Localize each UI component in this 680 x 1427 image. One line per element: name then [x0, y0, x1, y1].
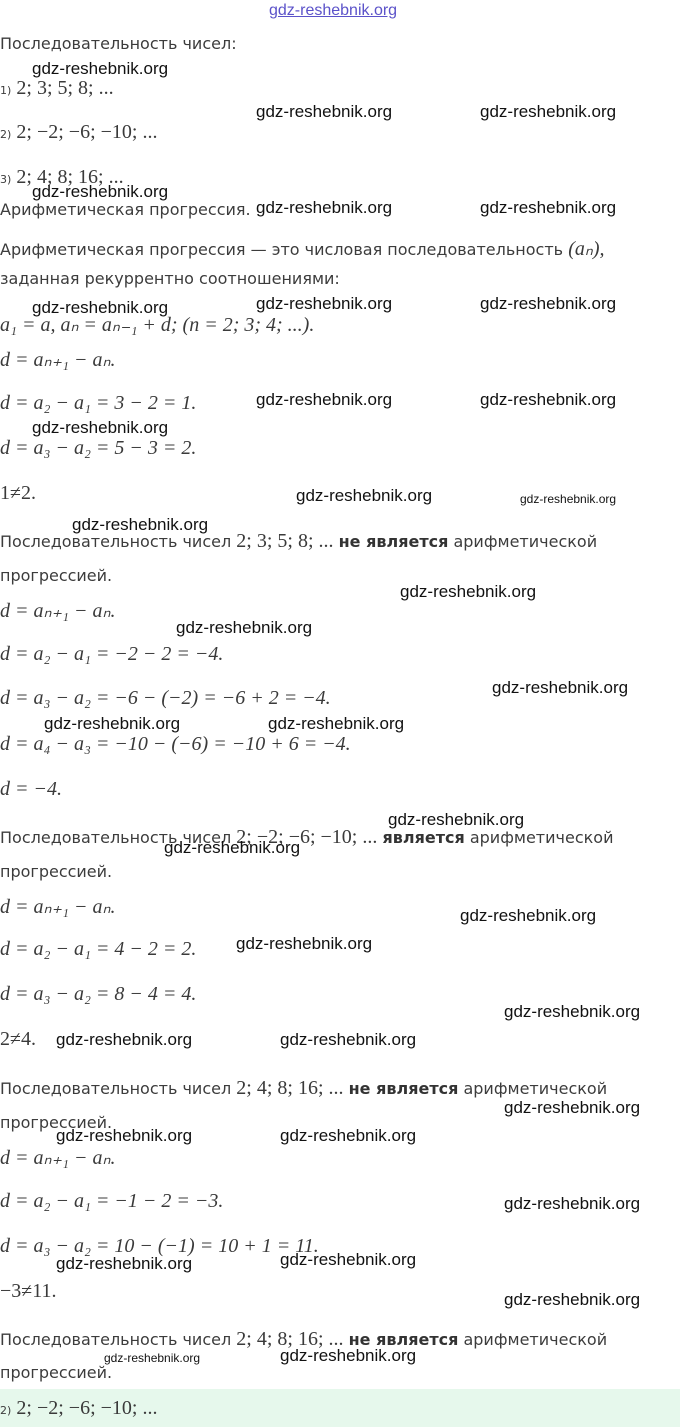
- part4-formula: d = aₙ₊₁ − aₙ.: [0, 1147, 116, 1169]
- watermark: gdz-reshebnik.org: [32, 182, 169, 201]
- watermark: gdz-reshebnik.org: [480, 198, 617, 217]
- part4-neq: −3≠11.: [0, 1280, 57, 1302]
- watermark: gdz-reshebnik.org: [280, 1250, 417, 1269]
- sequence-expression: 2; 4; 8; 16; ...: [16, 166, 124, 188]
- d-formula: d = aₙ₊₁ − aₙ.: [0, 349, 116, 371]
- part2-line1: d = a₂ − a₁ = −2 − 2 = −4.: [0, 643, 224, 665]
- conclusion-sequence: 2; 3; 5; 8; ...: [236, 530, 334, 552]
- part3-neq: 2≠4.: [0, 1028, 36, 1050]
- part2-line2: d = a₃ − a₂ = −6 − (−2) = −6 + 2 = −4.: [0, 687, 331, 709]
- answer: [0, 1397, 157, 1420]
- part1-neq: 1≠2.: [0, 482, 36, 504]
- part4-line2: d = a₃ − a₂ = 10 − (−1) = 10 + 1 = 11.: [0, 1235, 319, 1257]
- watermark: gdz-reshebnik.org: [480, 294, 617, 313]
- watermark: gdz-reshebnik.org: [504, 1194, 641, 1213]
- watermark: gdz-reshebnik.org: [400, 582, 537, 601]
- part3-conclusion-end: прогрессией.: [0, 1113, 113, 1132]
- site-watermark-top[interactable]: gdz-reshebnik.org: [269, 2, 398, 19]
- conclusion-verdict: не является: [348, 1079, 459, 1098]
- part2-line3: d = a₄ − a₃ = −10 − (−6) = −10 + 6 = −4.: [0, 733, 351, 755]
- watermark: gdz-reshebnik.org: [32, 59, 169, 78]
- watermark: gdz-reshebnik.org: [296, 486, 433, 505]
- part3-conclusion: [0, 1077, 607, 1100]
- conclusion-verdict: является: [382, 828, 465, 847]
- conclusion-suffix: арифметической: [453, 532, 598, 551]
- watermark: gdz-reshebnik.org: [280, 1126, 417, 1145]
- watermark: gdz-reshebnik.org: [104, 1351, 201, 1365]
- part1-line2: d = a₃ − a₂ = 5 − 3 = 2.: [0, 437, 197, 459]
- sequence-1: [0, 77, 114, 100]
- conclusion-sequence: 2; 4; 8; 16; ...: [236, 1077, 344, 1099]
- watermark: gdz-reshebnik.org: [56, 1030, 193, 1049]
- definition-text: Арифметическая прогрессия — это числовая последовательность: [0, 240, 564, 259]
- watermark: gdz-reshebnik.org: [256, 198, 393, 217]
- watermark: gdz-reshebnik.org: [176, 618, 313, 637]
- sequence-2: [0, 121, 157, 144]
- conclusion-verdict: не является: [338, 532, 449, 551]
- watermark: gdz-reshebnik.org: [520, 492, 617, 506]
- conclusion-suffix: арифметической: [463, 1079, 608, 1098]
- sequence-number: 2): [0, 128, 12, 141]
- part2-result: d = −4.: [0, 778, 62, 800]
- watermark: gdz-reshebnik.org: [388, 810, 525, 829]
- definition-line-1: [0, 236, 604, 261]
- part3-formula: d = aₙ₊₁ − aₙ.: [0, 896, 116, 918]
- intro-text: Последовательность чисел:: [0, 34, 237, 53]
- watermark: gdz-reshebnik.org: [492, 678, 629, 697]
- watermark: gdz-reshebnik.org: [44, 714, 181, 733]
- conclusion-prefix: Последовательность чисел: [0, 828, 232, 847]
- conclusion-prefix: Последовательность чисел: [0, 532, 232, 551]
- part1-line1: d = a₂ − a₁ = 3 − 2 = 1.: [0, 392, 197, 414]
- conclusion-sequence: 2; −2; −6; −10; ...: [236, 826, 378, 848]
- watermark: gdz-reshebnik.org: [32, 418, 169, 437]
- part4-line1: d = a₂ − a₁ = −1 − 2 = −3.: [0, 1190, 224, 1212]
- conclusion-sequence: 2; 4; 8; 16; ...: [236, 1328, 344, 1350]
- watermark: gdz-reshebnik.org: [56, 1254, 193, 1273]
- watermark: gdz-reshebnik.org: [268, 714, 405, 733]
- part1-conclusion-end: прогрессией.: [0, 566, 113, 585]
- part3-line2: d = a₃ − a₂ = 8 − 4 = 4.: [0, 983, 197, 1005]
- watermark: gdz-reshebnik.org: [280, 1346, 417, 1365]
- conclusion-suffix: арифметической: [463, 1330, 608, 1349]
- watermark: gdz-reshebnik.org: [480, 390, 617, 409]
- watermark: gdz-reshebnik.org: [504, 1002, 641, 1021]
- watermark: gdz-reshebnik.org: [256, 102, 393, 121]
- watermark: gdz-reshebnik.org: [504, 1098, 641, 1117]
- part2-conclusion-end: прогрессией.: [0, 862, 113, 881]
- sequence-expression: 2; 3; 5; 8; ...: [16, 77, 114, 99]
- watermark: gdz-reshebnik.org: [236, 934, 373, 953]
- watermark: gdz-reshebnik.org: [280, 1030, 417, 1049]
- watermark: gdz-reshebnik.org: [256, 294, 393, 313]
- part3-line1: d = a₂ − a₁ = 4 − 2 = 2.: [0, 938, 197, 960]
- watermark: gdz-reshebnik.org: [72, 515, 209, 534]
- sequence-expression: 2; −2; −6; −10; ...: [16, 121, 158, 143]
- conclusion-suffix: арифметической: [469, 828, 614, 847]
- part4-conclusion-end: прогрессией.: [0, 1363, 113, 1382]
- part2-formula: d = aₙ₊₁ − aₙ.: [0, 600, 116, 622]
- watermark: gdz-reshebnik.org: [164, 838, 301, 857]
- watermark: gdz-reshebnik.org: [56, 1126, 193, 1145]
- watermark: gdz-reshebnik.org: [32, 298, 169, 317]
- conclusion-verdict: не является: [348, 1330, 459, 1349]
- answer-expression: 2; −2; −6; −10; ...: [16, 1397, 158, 1419]
- sequence-number: 3): [0, 173, 12, 186]
- watermark: gdz-reshebnik.org: [480, 102, 617, 121]
- conclusion-prefix: Последовательность чисел: [0, 1079, 232, 1098]
- definition-an: (aₙ),: [568, 238, 605, 260]
- sequence-number: 1): [0, 84, 12, 97]
- section-heading: Арифметическая прогрессия.: [0, 200, 251, 219]
- watermark: gdz-reshebnik.org: [504, 1290, 641, 1309]
- watermark: gdz-reshebnik.org: [460, 906, 597, 925]
- conclusion-prefix: Последовательность чисел: [0, 1330, 232, 1349]
- recurrence-formula: a₁ = a, aₙ = aₙ₋₁ + d; (n = 2; 3; 4; ...).: [0, 314, 315, 336]
- definition-line-2: заданная рекуррентно соотношениями:: [0, 269, 340, 288]
- answer-number: 2): [0, 1404, 12, 1417]
- watermark: gdz-reshebnik.org: [256, 390, 393, 409]
